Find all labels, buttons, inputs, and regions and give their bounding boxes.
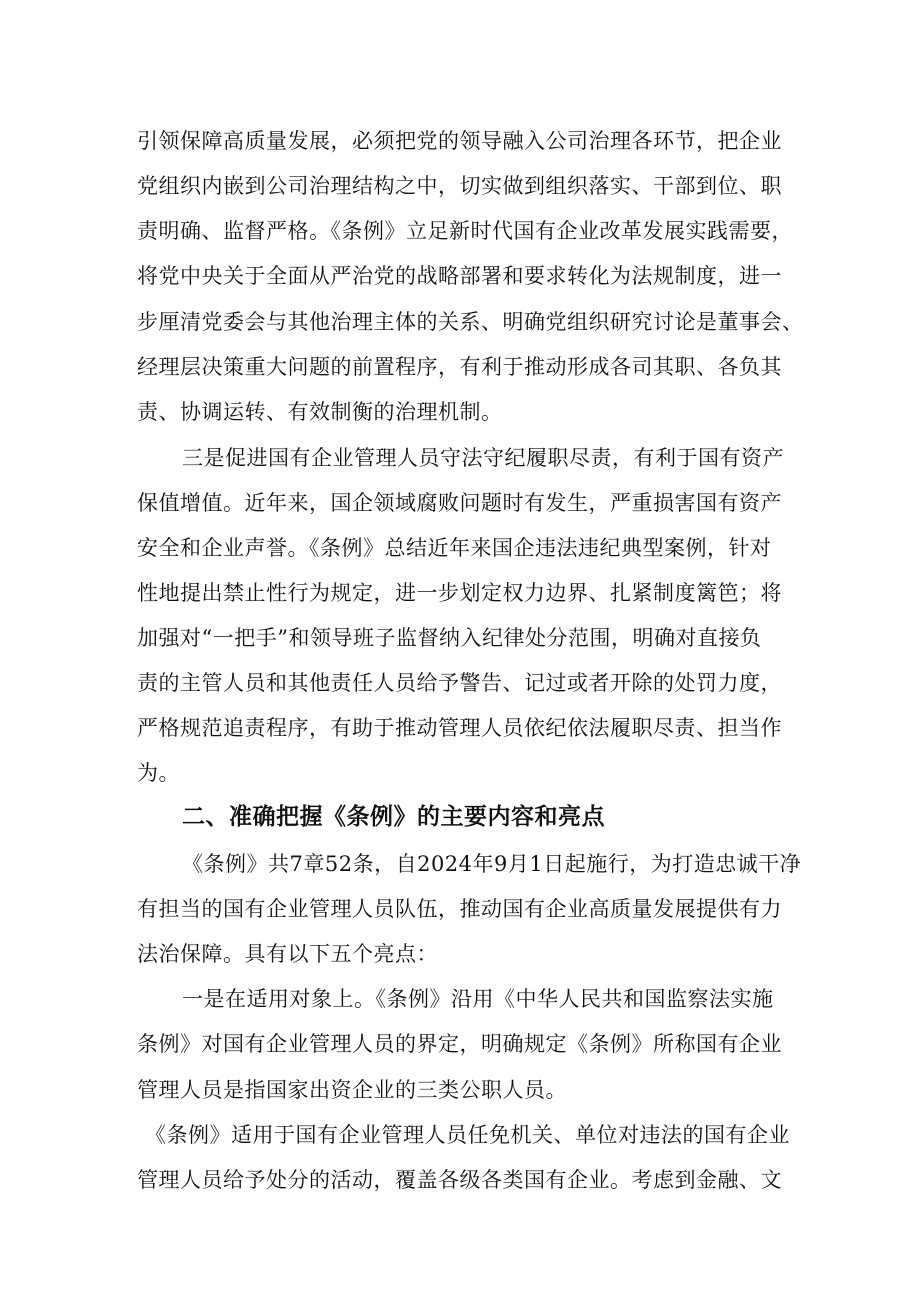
paragraph-1-line-4: 将党中央关于全面从严治党的战略部署和要求转化为法规制度，进一: [137, 264, 782, 288]
paragraph-2-line-6: 责的主管人员和其他责任人员给予警告、记过或者开除的处罚力度，: [137, 671, 782, 695]
paragraph-2-line-3: 安全和企业声誉。《条例》总结近年来国企违法违纪典型案例，针对: [137, 536, 772, 560]
paragraph-2-line-1: 三是促进国有企业管理人员守法守纪履职尽责，有利于国有资产: [182, 446, 784, 470]
paragraph-5-line-1: 《条例》适用于国有企业管理人员任免机关、单位对违法的国有企业: [145, 1123, 790, 1147]
paragraph-1-line-7: 责、协调运转、有效制衡的治理机制。: [137, 400, 503, 424]
paragraph-3-line-3: 法治保障。具有以下五个亮点：: [137, 942, 438, 966]
paragraph-3-line-1: 《条例》共7章52条，自2024年9月1日起施行，为打造忠诚干净: [182, 852, 802, 876]
paragraph-1-line-1: 引领保障高质量发展，必须把党的领导融入公司治理各环节，把企业: [137, 129, 782, 153]
paragraph-4-line-2: 条例》对国有企业管理人员的界定，明确规定《条例》所称国有企业: [137, 1032, 782, 1056]
paragraph-2-line-4: 性地提出禁止性行为规定，进一步划定权力边界、扎紧制度篱笆；将: [137, 581, 782, 605]
paragraph-4-line-1: 一是在适用对象上。《条例》沿用《中华人民共和国监察法实施: [182, 987, 774, 1011]
paragraph-2-line-2: 保值增值。近年来，国企领域腐败问题时有发生，严重损害国有资产: [137, 491, 782, 515]
paragraph-2-line-8: 为。: [137, 761, 180, 785]
paragraph-3-line-2: 有担当的国有企业管理人员队伍，推动国有企业高质量发展提供有力: [137, 897, 782, 921]
paragraph-1-line-2: 党组织内嵌到公司治理结构之中，切实做到组织落实、干部到位、职: [137, 174, 782, 198]
paragraph-4-line-3: 管理人员是指国家出资企业的三类公职人员。: [137, 1078, 567, 1102]
paragraph-5-line-2: 管理人员给予处分的活动，覆盖各级各类国有企业。考虑到金融、文: [137, 1168, 782, 1192]
paragraph-2-line-7: 严格规范追责程序，有助于推动管理人员依纪依法履职尽责、担当作: [137, 716, 782, 740]
section-heading-2: 二、准确把握《条例》的主要内容和亮点: [182, 804, 605, 830]
paragraph-1-line-5: 步厘清党委会与其他治理主体的关系、明确党组织研究讨论是董事会、: [137, 310, 804, 334]
paragraph-1-line-3: 责明确、监督严格。《条例》立足新时代国有企业改革发展实践需要，: [137, 219, 793, 243]
paragraph-2-line-5: 加强对“一把手”和领导班子监督纳入纪律处分范围，明确对直接负: [137, 626, 762, 650]
paragraph-1-line-6: 经理层决策重大问题的前置程序，有利于推动形成各司其职、各负其: [137, 355, 782, 379]
